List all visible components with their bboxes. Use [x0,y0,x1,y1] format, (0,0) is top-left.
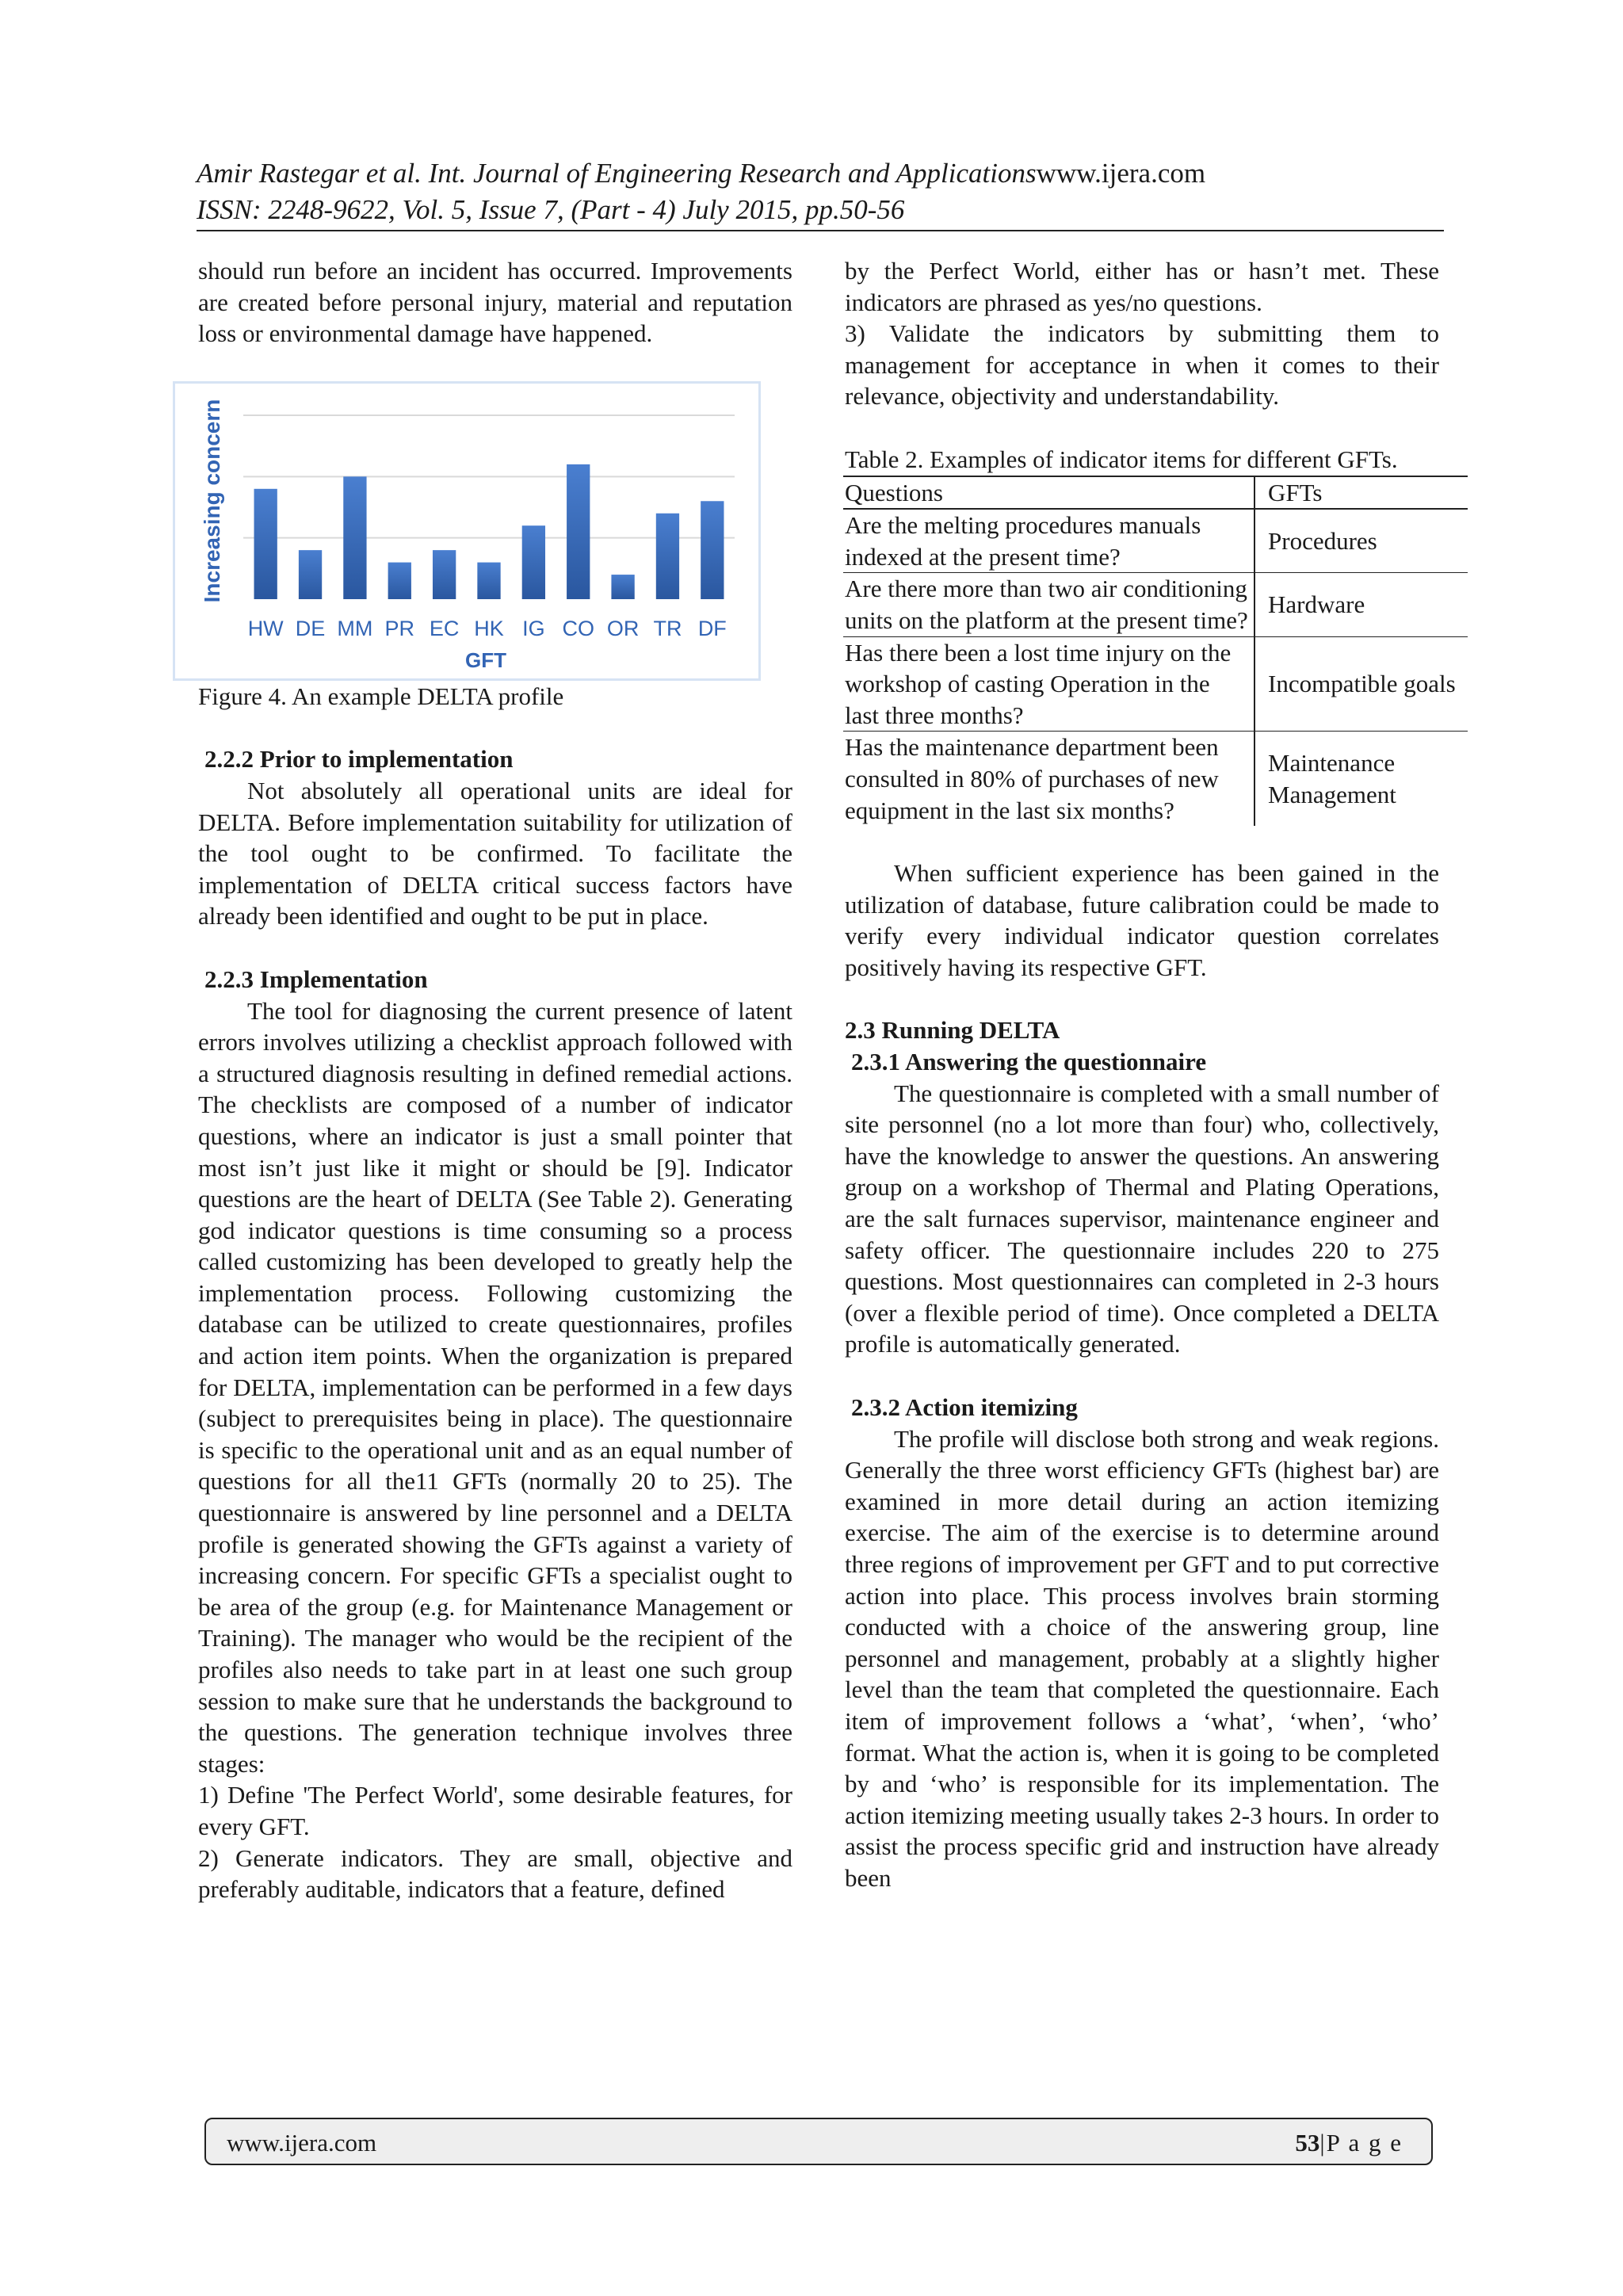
figure-caption: Figure 4. An example DELTA profile [198,682,564,710]
table-cell-question: Has there been a lost time injury on the workshop of casting Operation in the last three months? [843,636,1254,732]
footer-page [1295,2129,1403,2157]
chart-bar-hw [254,489,277,599]
table-header-gfts: GFTs [1254,476,1468,510]
table-cell-gft: Hardware [1254,573,1468,636]
table-row [843,636,1468,732]
chart-bar-mm [343,476,366,599]
header-line-2: ISSN: 2248-9622, Vol. 5, Issue 7, (Part - 4) July 2015, pp.50-56 [197,194,905,225]
table-header-row [843,476,1468,510]
table-row [843,732,1468,826]
page-number: 53 [1295,2129,1320,2157]
table-row [843,573,1468,636]
page-footer [204,2118,1433,2165]
chart-bar-ec [433,550,456,599]
table-cell-question: Are there more than two air conditioning units on the platform at the present time? [843,573,1254,636]
intro-paragraph: should run before an incident has occurred. Improvements are created before personal injury, material and reputation loss or environmental damage have happened. [198,257,792,348]
section-2-2-2-title: 2.2.2 Prior to implementation [204,745,514,774]
table-header-questions: Questions [843,476,1254,510]
indicator-table [843,476,1468,827]
stage-2: 2) Generate indicators. They are small, objective and preferably auditable, indicators that a feature, defined [198,1843,792,1904]
footer-site: www.ijera.com [227,2129,377,2157]
chart-tick-label-hw: HW [247,616,284,640]
chart-tick-label-hk: HK [474,616,504,640]
table-cell-question: Are the melting procedures manuals indexed at the present time? [843,509,1254,573]
calibration-paragraph: When sufficient experience has been gained in the utilization of database, future calibration could be made to verify every individual indicator question correlates positively having its respective GFT. [845,859,1439,981]
section-2-2-3-paragraph: The tool for diagnosing the current presence of latent errors involves utilizing a checklist approach followed with a structured diagnosis resulting in defined remedial actions. The checklists are composed of a number of indicator questions, where an indicator is just a small pointer that most isn’t just like it might or should be [9]. Indicator questions are the heart of DELTA (See Table 2). Generating god indicator questions is time consuming so a process called customizing has been developed to greatly help the implementation process. Following customizing the database can be utilized to create questionnaires, profiles and action item points. When the organization is prepared for DELTA, implementation can be performed in a few days (subject to prerequisites being in place). The questionnaire is specific to the operational unit and as an equal number of questions for all the11 GFTs (normally 20 to 25). The questionnaire is answered by line personnel and a DELTA profile is generated showing the GFTs against a variety of increasing concern. For specific GFTs a specialist ought to be area of the group (e.g. for Maintenance Management or Training). The manager who would be the recipient of the profiles also needs to take part in at least one such group session to make sure that he understands the background to the questions. The generation technique involves three stages: [198,996,792,1778]
stage-3: 3) Validate the indicators by submitting them to management for acceptance in when it comes to their relevance, objectivity and understandability. [845,319,1439,411]
stage-1: 1) Define 'The Perfect World', some desirable features, for every GFT. [198,1781,792,1840]
chart-tick-label-co: CO [562,616,594,640]
section-2-3-2-title: 2.3.2 Action itemizing [851,1393,1078,1421]
chart-tick-label-ec: EC [429,616,460,640]
chart-y-axis-label: Increasing concern [200,399,224,603]
chart-bar-df [701,501,724,599]
page-label: |P a g e [1319,2129,1403,2157]
chart-tick-label-de: DE [295,616,326,640]
delta-profile-figure [173,381,761,681]
section-2-2-3-title: 2.2.3 Implementation [204,965,428,993]
delta-profile-chart [175,384,758,678]
header-rule [197,230,1444,231]
chart-bar-ig [522,525,545,599]
table-row [843,509,1468,573]
section-2-3-title: 2.3 Running DELTA [845,1016,1060,1045]
header-line-1 [197,155,1444,192]
chart-tick-label-mm: MM [337,616,373,640]
left-column [198,255,792,1905]
chart-tick-label-pr: PR [384,616,415,640]
table-cell-gft: Maintenance Management [1254,732,1468,826]
chart-tick-label-tr: TR [653,616,682,640]
chart-bar-pr [388,562,411,598]
header-site: www.ijera.com [1036,158,1206,189]
chart-bar-co [567,464,590,599]
right-column [845,255,1456,1894]
table-cell-gft: Procedures [1254,509,1468,573]
chart-bar-hk [477,562,500,598]
table-caption: Table 2. Examples of indicator items for different GFTs. [845,445,1398,473]
running-header [197,155,1444,228]
continued-paragraph: by the Perfect World, either has or hasn’t met. These indicators are phrased as yes/no questions. [845,257,1439,316]
section-2-3-1-paragraph: The questionnaire is completed with a small number of site personnel (no a lot more than four) who, collectively, have the knowledge to answer the questions. An answering group on a workshop of Thermal and Plating Operations, are the salt furnaces supervisor, maintenance engineer and safety officer. The questionnaire includes 220 to 275 questions. Most questionnaires can completed in 2-3 hours (over a flexible period of time). Once completed a DELTA profile is automatically generated. [845,1079,1439,1358]
chart-bar-de [299,550,322,599]
section-2-2-2-paragraph: Not absolutely all operational units are ideal for DELTA. Before implementation suitability for utilization of the tool ought to be confirmed. To facilitate the implementation of DELTA critical success factors have already been identified and ought to be put in place. [198,776,792,930]
chart-x-axis-label: GFT [465,648,506,672]
chart-tick-label-ig: IG [522,616,545,640]
table-cell-question: Has the maintenance department been consulted in 80% of purchases of new equipment in the last six months? [845,733,1219,824]
chart-tick-label-or: OR [606,616,640,640]
section-2-3-1-title: 2.3.1 Answering the questionnaire [851,1048,1207,1076]
header-authors-journal: Amir Rastegar et al. Int. Journal of Engineering Research and Applications [197,158,1037,189]
chart-bar-tr [656,514,679,599]
chart-bar-or [611,575,634,599]
chart-tick-label-df: DF [697,616,727,640]
section-2-3-2-paragraph: The profile will disclose both strong and weak regions. Generally the three worst efficiency GFTs (highest bar) are examined in more detail during an action itemizing exercise. The aim of the exercise is to determine around three regions of improvement per GFT and to put corrective action into place. This process involves brain storming conducted with a choice of the answering group, line personnel and management, probably at a slightly higher level than the team that completed the questionnaire. Each item of improvement follows a ‘what’, ‘when’, ‘who’ format. What the action is, when it is going to be completed by and ‘who’ is responsible for its implementation. The action itemizing meeting usually takes 2-3 hours. In order to assist the process specific grid and instruction have already been [845,1424,1439,1892]
table-cell-gft: Incompatible goals [1254,636,1468,732]
